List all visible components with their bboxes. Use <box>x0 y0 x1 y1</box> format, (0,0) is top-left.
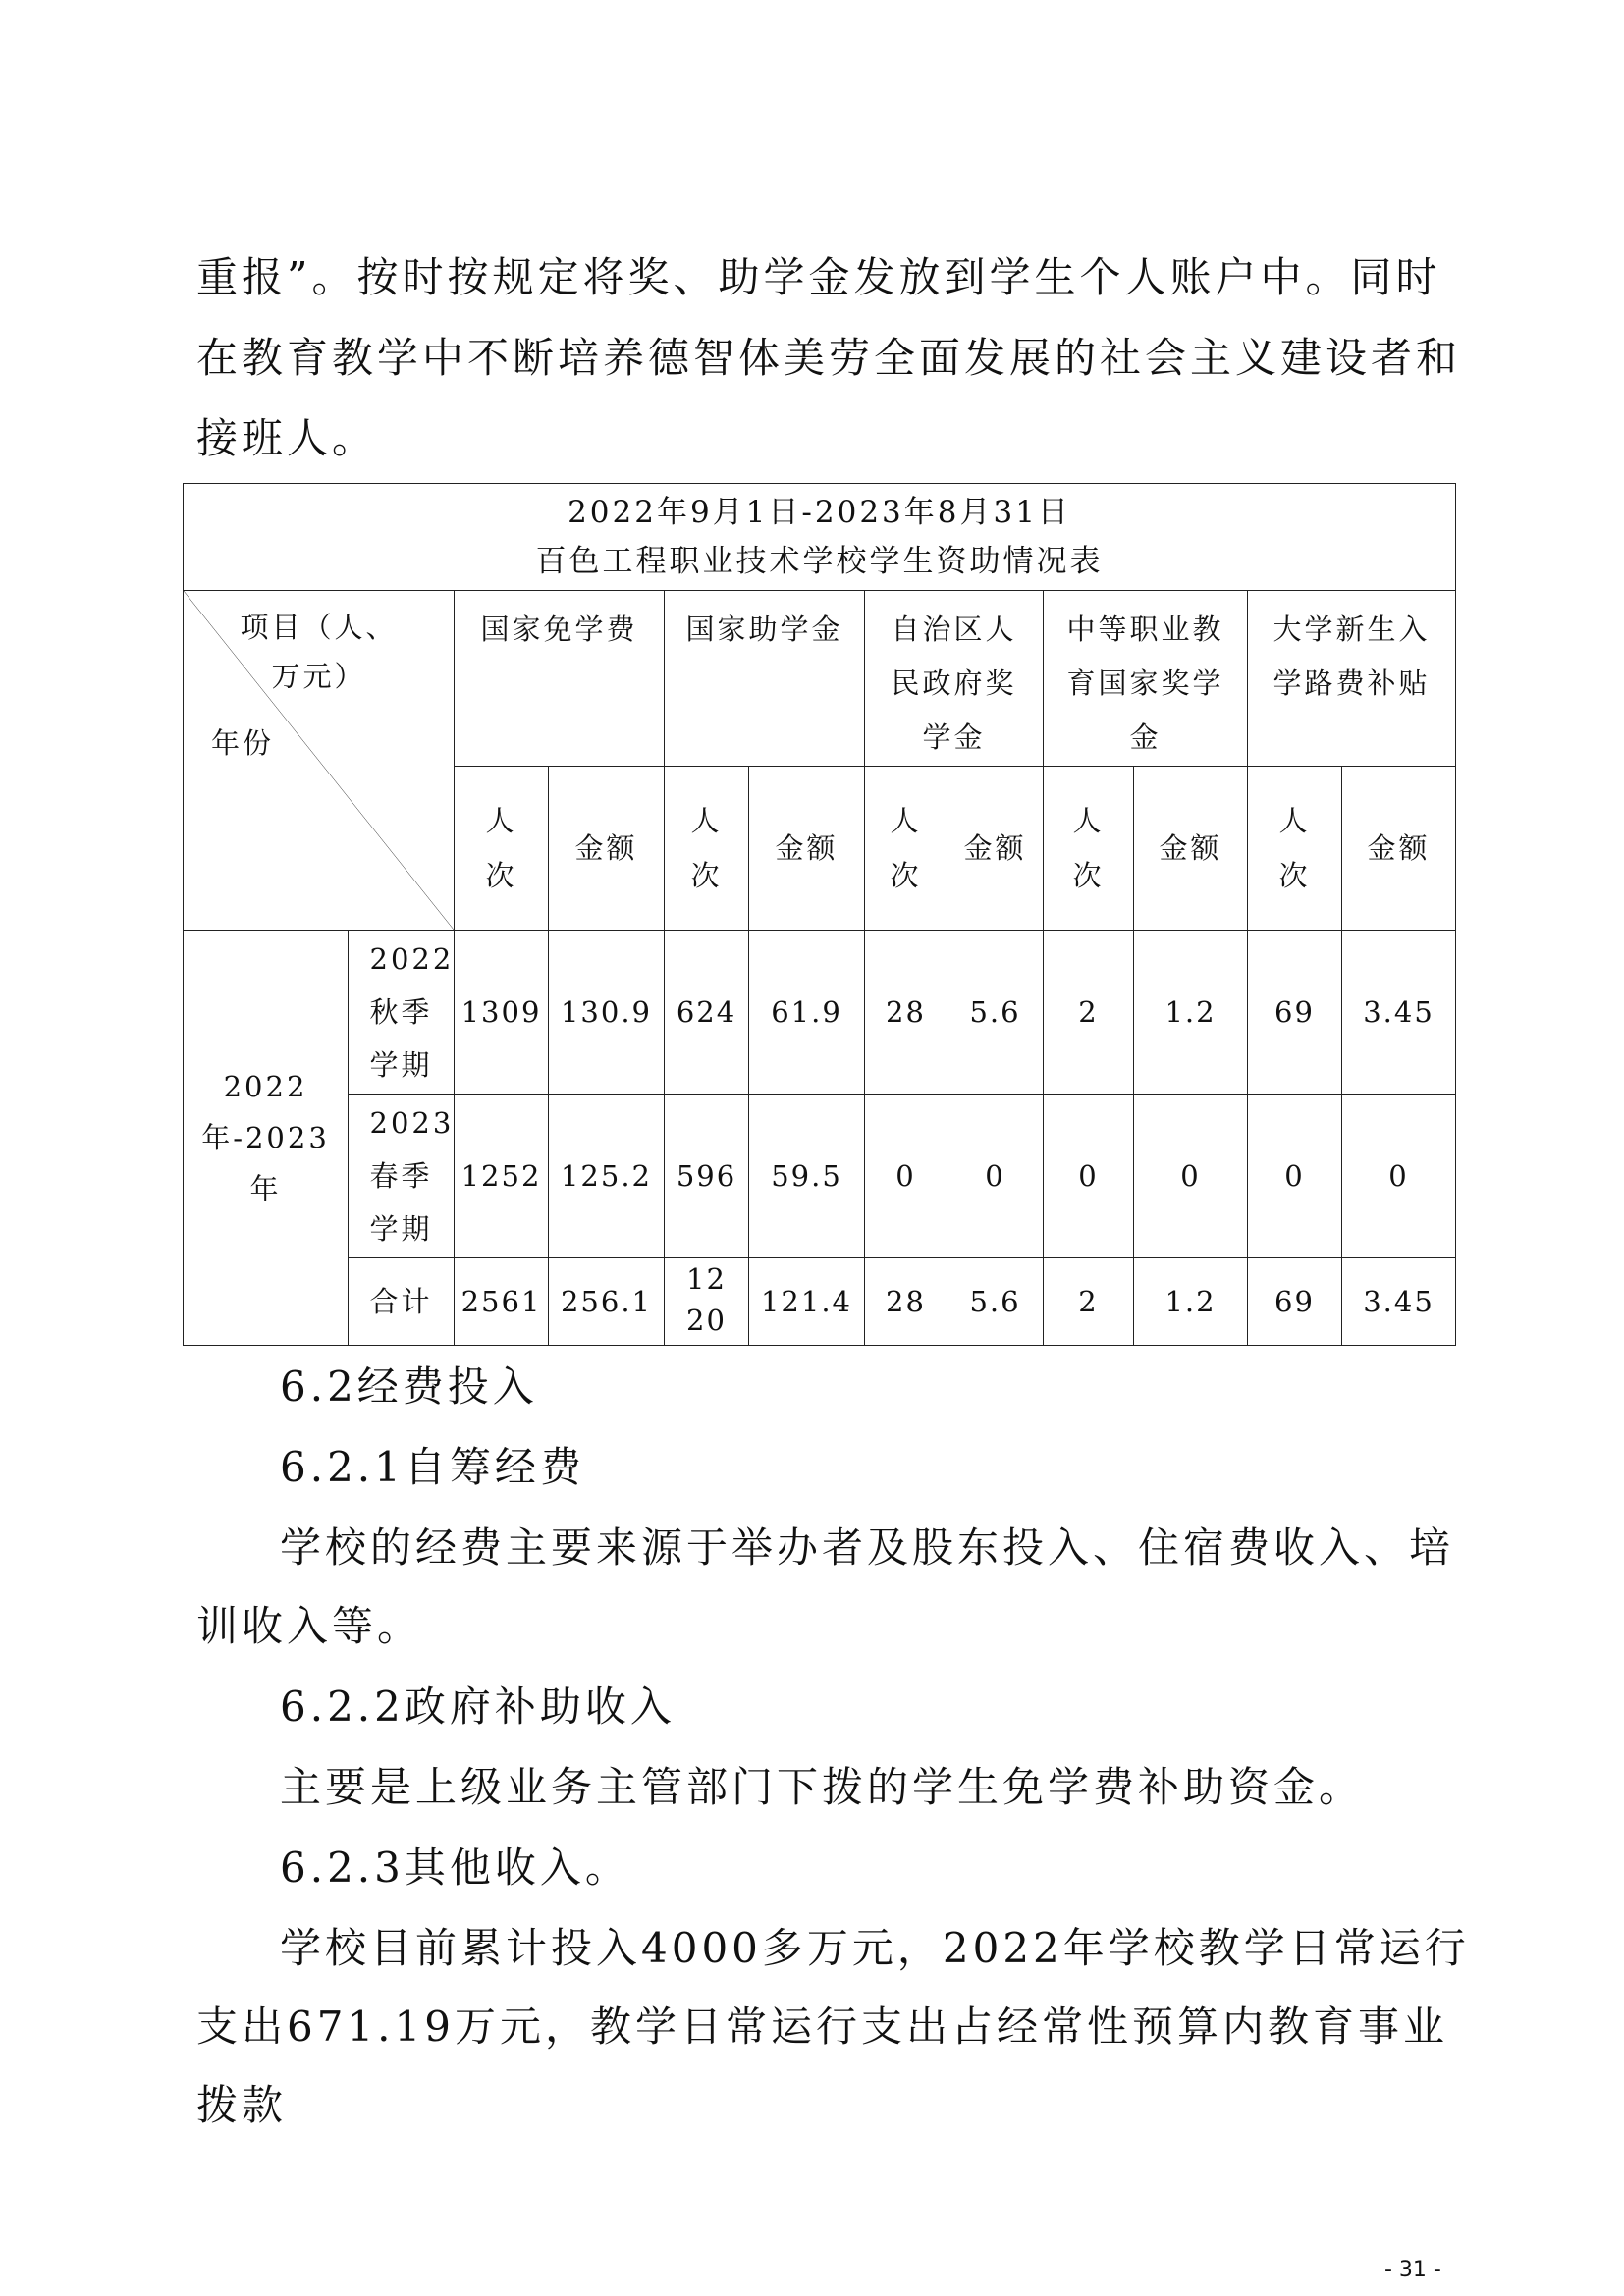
table-cell: 5.6 <box>947 931 1044 1095</box>
table-cell: 0 <box>1044 1095 1134 1258</box>
row-label <box>349 1095 455 1258</box>
sub-header-people <box>1248 767 1342 931</box>
category-header <box>1044 591 1248 767</box>
sub-header-amount: 金额 <box>749 767 865 931</box>
table-cell: 596 <box>665 1095 749 1258</box>
table-cell: 1.2 <box>1134 931 1248 1095</box>
table-cell: 3.45 <box>1342 931 1456 1095</box>
section-heading-6-2-2: 6.2.2政府补助收入 <box>280 1682 676 1731</box>
table-cell: 1309 <box>455 931 549 1095</box>
year-cell <box>184 931 349 1346</box>
category-header <box>865 591 1044 767</box>
row-label: 合计 <box>349 1258 455 1346</box>
year-label: 2022年-2023年 <box>201 1070 330 1205</box>
table-row-total <box>184 1258 1456 1346</box>
table-cell: 0 <box>1248 1095 1342 1258</box>
table-row <box>184 931 1456 1095</box>
table-cell: 0 <box>865 1095 947 1258</box>
sub-header-people-text: 人次 <box>690 804 723 892</box>
table-cell: 624 <box>665 931 749 1095</box>
category-header: 国家免学费 <box>455 591 665 767</box>
sub-header-amount: 金额 <box>1134 767 1248 931</box>
diag-item-label-2: 万元） <box>271 660 366 693</box>
intro-line-3: 接班人。 <box>196 414 378 462</box>
table-cell: 59.5 <box>749 1095 865 1258</box>
section-heading-6-2-1: 6.2.1自筹经费 <box>280 1443 585 1491</box>
category-header: 国家助学金 <box>665 591 865 767</box>
page-number: - 31 - <box>1384 2258 1441 2282</box>
table-cell: 3.45 <box>1342 1258 1456 1346</box>
table-cell: 69 <box>1248 931 1342 1095</box>
table-cell: 2 <box>1044 1258 1134 1346</box>
table-title <box>184 484 1456 591</box>
table-cell: 2561 <box>455 1258 549 1346</box>
sub-header-people-text: 人次 <box>1278 804 1311 892</box>
sub-header-people-text: 人次 <box>890 804 922 892</box>
diag-year-label: 年份 <box>211 726 275 760</box>
paragraph-6-2-3: 学校目前累计投入4000多万元，2022年学校教学日常运行支出671.19万元，教学日常运行支出占经常性预算内教育事业拨款 <box>196 1924 1470 2129</box>
section-heading-6-2: 6.2经费投入 <box>280 1362 538 1411</box>
intro-line-1: 重报”。按时按规定将奖、助学金发放到学生个人账户中。同时 <box>196 253 1441 301</box>
table-title-line-1: 2022年9月1日-2023年8月31日 <box>568 495 1071 530</box>
table-cell: 2 <box>1044 931 1134 1095</box>
table-cell: 69 <box>1248 1258 1342 1346</box>
sub-header-people <box>665 767 749 931</box>
table-cell <box>665 1258 749 1346</box>
table-cell: 28 <box>865 931 947 1095</box>
table-cell: 61.9 <box>749 931 865 1095</box>
section-heading-6-2-3: 6.2.3其他收入。 <box>280 1843 630 1892</box>
table-title-line-2: 百色工程职业技术学校学生资助情况表 <box>535 544 1104 579</box>
category-header <box>1248 591 1456 767</box>
table-cell: 0 <box>947 1095 1044 1258</box>
table-cell: 125.2 <box>549 1095 665 1258</box>
diag-item-label-1: 项目（人、 <box>240 611 398 644</box>
sub-header-people <box>865 767 947 931</box>
category-header-text: 自治区人民政府奖学金 <box>891 613 1017 754</box>
table-cell: 0 <box>1134 1095 1248 1258</box>
sub-header-amount: 金额 <box>1342 767 1456 931</box>
row-label-text: 2022秋季学期 <box>369 942 455 1082</box>
table-cell: 121.4 <box>749 1258 865 1346</box>
paragraph-6-2-2: 主要是上级业务主管部门下拨的学生免学费补助资金。 <box>280 1763 1365 1811</box>
paragraph-6-2-1: 学校的经费主要来源于举办者及股东投入、住宿费收入、培训收入等。 <box>196 1523 1455 1650</box>
table-cell: 0 <box>1342 1095 1456 1258</box>
table-cell: 5.6 <box>947 1258 1044 1346</box>
row-label-text: 2023春季学期 <box>369 1106 455 1246</box>
sub-header-people-text: 人次 <box>485 804 517 892</box>
sub-header-amount: 金额 <box>549 767 665 931</box>
sub-header-people <box>455 767 549 931</box>
table-cell: 1.2 <box>1134 1258 1248 1346</box>
table-cell: 130.9 <box>549 931 665 1095</box>
sub-header-amount: 金额 <box>947 767 1044 931</box>
table-cell-text: 1220 <box>686 1262 727 1337</box>
table-cell: 1252 <box>455 1095 549 1258</box>
student-aid-table <box>183 483 1455 1346</box>
sub-header-people-text: 人次 <box>1072 804 1105 892</box>
row-label <box>349 931 455 1095</box>
table-cell: 28 <box>865 1258 947 1346</box>
category-header-text: 大学新生入学路费补贴 <box>1272 613 1431 700</box>
sub-header-people <box>1044 767 1134 931</box>
category-header-text: 中等职业教育国家奖学金 <box>1066 613 1224 754</box>
table-cell: 256.1 <box>549 1258 665 1346</box>
diagonal-header-cell <box>184 591 455 931</box>
intro-line-2: 在教育教学中不断培养德智体美劳全面发展的社会主义建设者和 <box>196 334 1462 382</box>
table-row <box>184 1095 1456 1258</box>
